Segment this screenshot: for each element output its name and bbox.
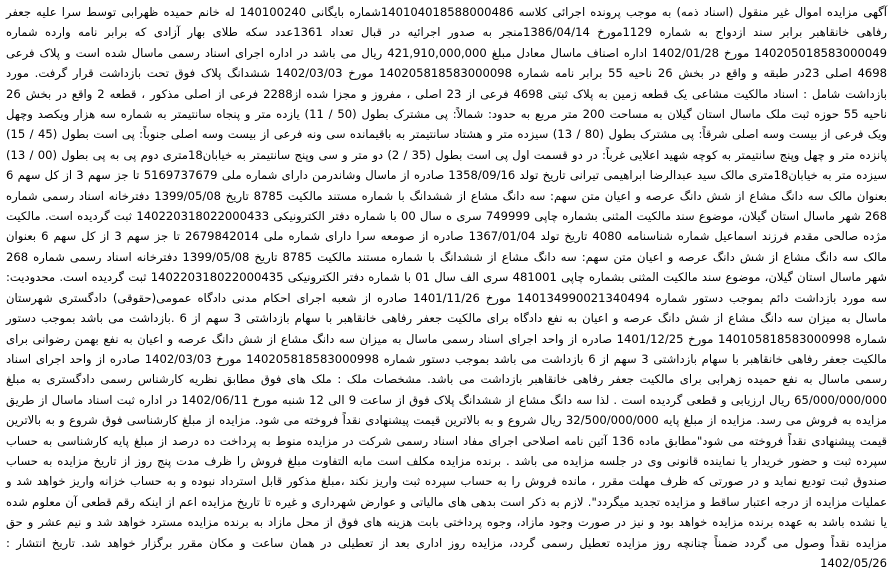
auction-notice-text: آگهی مزایده اموال غیر منقول (اسناد ذمه) به موجب پرونده اجرائی کلاسه 140104018588000486شماره بایگانی 140100240 له خانم حمیده ظهرابی توسط سرا علیه جعفر رفاهی خانقاهبر برابر سند ازدواج به شماره 1129مورخ 1386/04/14منجر به صدور اجرائیه در قبال تعداد 1361عدد سکه طلای بهار آزادی که برابر نامه وارده شماره 140205018583000049 مورخ 1402/01/28 اداره اصناف ماسال معادل مبلغ 421,910,000,000 ریال می باشد در اداره اجرای اسناد رسمی ماسال شده است و پلاک فرعی 4698 اصلی 23در طبقه و واقع در بخش 26 ناحیه 55 برابر نامه شماره 140205818583000098 مورخ 1402/03/03 ششدانگ پلاک فوق تحت بازداشت قرار گرفت. مورد بازداشت شامل : اسناد مالکیت مشاعی یک قطعه زمین به پلاک ثبتی 4698 فرعی از 23 اصلی ، مفروز و مجزا شده از2288 فرعی از اصلی مذکور ، قطعه 2 واقع در بخش 26 ناحیه 55 حوزه ثبت ملک ماسال استان گیلان به مساحت 200 متر مربع به حدود: شمالاً: پی مشترک بطول (50 / 11) یازده متر و پنجاه سانتیمتر به شماره سه هزار ویکصد وچهل ویک فرعی از بیست وسه اصلی شرقاً: پی مشترک بطول (80 / 13) سیزده متر و هشتاد سانتیمتر به باقیمانده سی ونه فرعی از بیست وسه اصلی جنوباً: پی است بطول (45 / 15) پانزده متر و چهل وپنج سانتیمتر به کوچه شهید اعلایی غرباً: در دو قسمت اول پی است بطول (35 / 2) دو متر و سی وپنج سانتیمتر به خیابان18متری دوم پی به پی بطول (00 / 13) سیزده متر به خیابان18متری مالک سید عبدالرضا ابراهیمی تیرانی تاریخ تولد 1358/09/16 صادره از ماسال وشاندرمن دارای شماره ملی 5169737679 تا جز سهم 3 از کل سهم 6 بعنوان مالک سه دانگ مشاع از شش دانگ عرصه و اعیان متن سهم: سه دانگ مشاع از ششدانگ با شماره مستند مالکیت 8785 تاریخ 1399/05/08 دفترخانه اسناد رسمی شماره 268 شهر ماسال استان گیلان، موضوع سند مالکیت المثنی بشماره چاپی 749999 سری ه سال 00 با شماره دفتر الکترونیکی 140220318022000433 ثبت گردیده است. مالکیت مژده صالحی مقدم فرزند اسماعیل شماره شناسنامه 4080 تاریخ تولد 1367/01/04 صادره از صومعه سرا دارای شماره ملی 2679842014 تا جز سهم 3 از کل سهم 6 بعنوان مالک سه دانگ مشاع از شش دانگ عرصه و اعیان متن سهم: سه دانگ مشاع از ششدانگ با شماره مستند مالکیت 8785 تاریخ 1399/05/08 دفترخانه اسناد رسمی شماره 268 شهر ماسال استان گیلان، موضوع سند مالکیت المثنی بشماره چاپی 481001 سری الف سال 01 با شماره دفتر الکترونیکی 140220318022000435 ثبت گردیده است. محدودیت: سه مورد بازداشت دائم بموجب دستور شماره 140134990021340494 مورخ 1401/11/26 صادره از شعبه اجرای احکام مدنی دادگاه عمومی(حقوقی) دادگستری شهرستان ماسال به میزان سه دانگ مشاع از شش دانگ عرصه و اعیان به نفع دادگاه برای مالکیت جعفر رفاهی خانقاهبر با سهام بازداشتی 3 سهم از 6 .بازداشت می باشد بموجب دستور شماره 140105818583000998 مورخ 1401/12/25 صادره از واحد اجرای اسناد رسمی ماسال به میزان سه دانگ مشاع از شش دانگ عرصه و اعیان به نفع بهمن رضوانی برای مالکیت جعفر رفاهی خانقاهبر با سهام بازداشتی 3 سهم از 6 بازداشت می باشد بموجب دستور شماره 140205818583000998 مورخ 1402/03/03 صادره از واحد اجرای اسناد رسمی ماسال به نفع حمیده زهرابی برای مالکیت جعفر رفاهی خانقاهبر بازداشت می باشد. مشخصات ملک : ملک های فوق مطابق نظریه کارشناس رسمی دادگستری به مبلغ 65/000/000/000 ریال ارزیابی و قطعی گردیده است . لذا سه دانگ مشاع از ششدانگ پلاک فوق از ساعت 9 الی 12 شنبه مورخ 1402/06/11 در اداره ثبت اسناد ماسال از طریق مزایده به فروش می رسد. مزایده از مبلغ پایه 32/500/000/000 ریال شروع و به بالاترین قیمت پیشنهادی نقداً فروخته می شود. مزایده از مبلغ کارشناسی فوق شروع و به بالاترین قیمت پیشنهادی نقداً فروخته می شود"مطابق ماده 136 آئین نامه اصلاحی اجرای مفاد اسناد رسمی شرکت در مزایده منوط به پرداخت ده درصد از مبلغ پایه کارشناسی به حساب سپرده ثبت و حضور خریدار یا نماینده قانونی وی در جلسه مزایده می باشد . برنده مزایده مکلف است مابه التفاوت مبلغ فروش را ظرف مدت پنج روز از تاریخ مزایده به حساب صندوق ثبت تودیع نماید و در صورتی که ظرف مهلت مقرر ، مانده فروش را به حساب سپرده ثبت واریز نکند ،مبلغ مذکور قابل استرداد نبوده و به حساب خزانه واریز خواهد شد و عملیات مزایده از درجه اعتبار ساقط و مزایده تجدید میگردد". لازم به ذکر است بدهی های مالیاتی و عوارض شهرداری و غیره تا تاریخ مزایده اعم از اینکه رقم قطعی آن معلوم شده یا نشده باشد به عهده برنده مزایده خواهد بود و نیز در صورت وجود مازاد، وجوه پرداختی بابت هزینه های فوق از محل مازاد به برنده مزایده مسترد خواهد شد و نیم عشر و حق مزایده نقداً وصول می گردد ضمناً چنانچه روز مزایده تعطیل رسمی گردد، مزایده روز اداری بعد از تعطیلی در همان ساعت و مکان مقرر برگزار خواهد شد. تاریخ انتشار : 1402/05/26 xyxy=(6,5,888,570)
